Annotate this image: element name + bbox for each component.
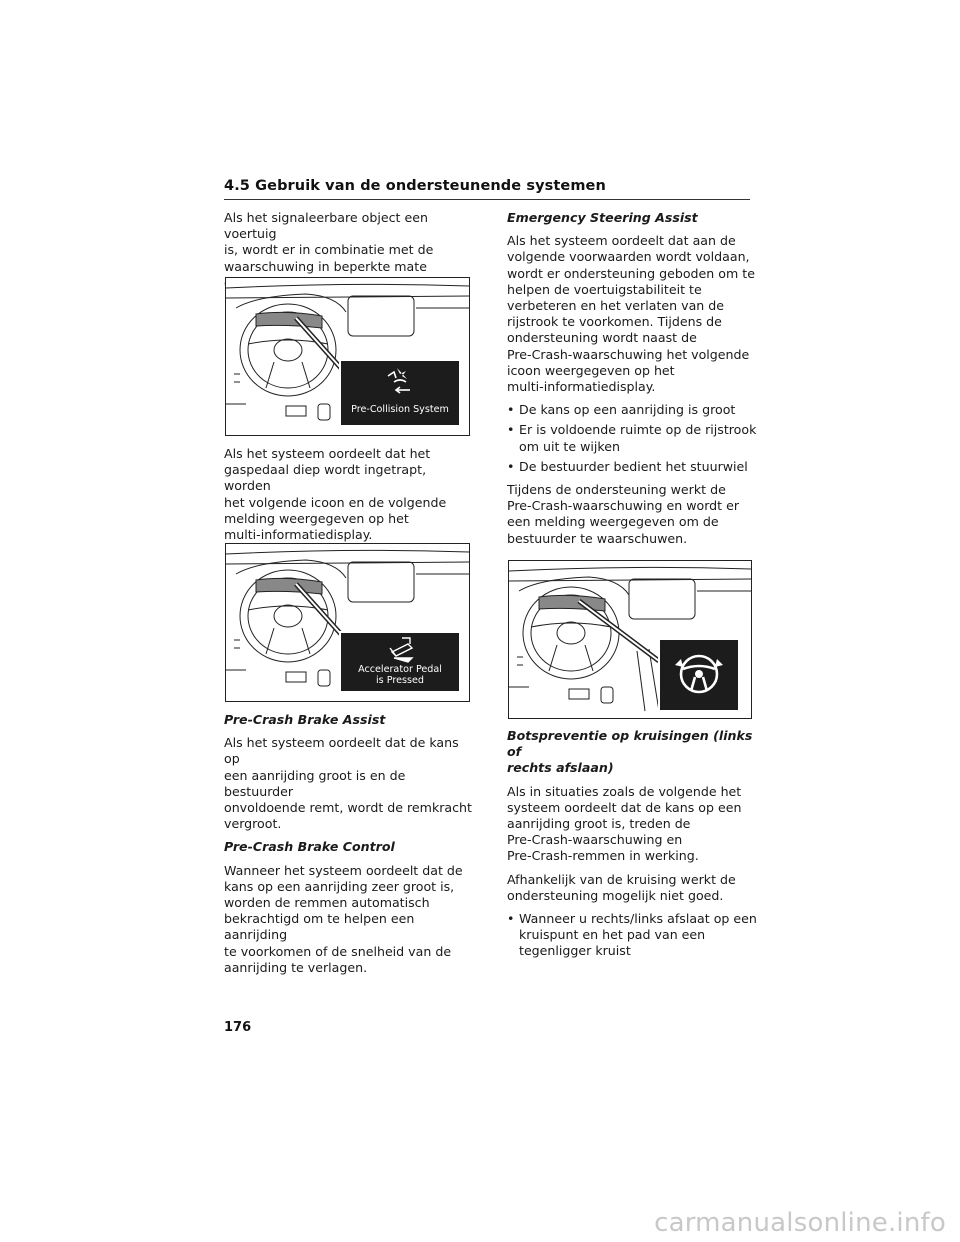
fig2-display-line2: is Pressed [376, 675, 424, 686]
left-paragraph-3: Als het systeem oordeelt dat de kans op een aanrijding groot is en de bestuurder onvoldoende remt, wordt de remkracht vergroot. [224, 735, 472, 832]
right-column-top [507, 210, 757, 554]
fig1-display-label: Pre-Collision System [351, 404, 449, 415]
right-paragraph-2: Tijdens de ondersteuning werkt de Pre-Crash-waarschuwing en wordt er een melding weergegeven om de bestuurder te waarschuwen. [507, 482, 740, 546]
figure-emergency-steering-icon [508, 560, 752, 719]
heading-botspreventie-kruisingen: Botspreventie op kruisingen (links of rechts afslaan) [507, 728, 753, 776]
section-rule [224, 199, 750, 200]
page-number: 176 [224, 1020, 252, 1035]
heading-pre-crash-brake-control: Pre-Crash Brake Control [224, 839, 395, 855]
left-paragraph-2: Als het systeem oordeelt dat het gaspedaal diep wordt ingetrapt, worden het volgende icoon en de volgende melding weergegeven op het multi-informatiedisplay. [224, 446, 447, 543]
figure-accelerator-pedal [225, 543, 470, 702]
right-paragraph-3: Als in situaties zoals de volgende het systeem oordeelt dat de kans op een aanrijding groot is, treden de Pre-Crash-waarschuwing en Pre-Crash-remmen in werking. [507, 783, 742, 864]
section-title: 4.5 Gebruik van de ondersteunende systemen [224, 178, 606, 194]
left-column-bottom [224, 712, 474, 983]
right-column-bottom [507, 728, 757, 967]
list-item: • De kans op een aanrijding is groot [507, 402, 757, 418]
figure-pre-collision-system [225, 277, 470, 436]
left-paragraph-1: Als het signaleerbare object een voertuig is, wordt er in combinatie met de waarschuwing in beperkte mate [224, 210, 434, 274]
right-paragraph-1: Als het systeem oordeelt dat aan de volgende voorwaarden wordt voldaan, wordt er ondersteuning geboden om te helpen de voertuigstabiliteit te verbeteren en het verlaten van de rijstrook te voorkomen. Tijdens de ondersteuning wordt naast de Pre-Crash-waarschuwing het volgende icoon weergegeven op het multi-informatiedisplay. [507, 233, 755, 395]
watermark: carmanualsonline.info [654, 1208, 946, 1238]
right-paragraph-4: Afhankelijk van de kruising werkt de ondersteuning mogelijk niet goed. [507, 871, 736, 903]
left-column-mid [224, 446, 474, 550]
list-item: • Wanneer u rechts/links afslaat op een kruispunt en het pad van een tegenligger kruist [507, 911, 757, 960]
heading-pre-crash-brake-assist: Pre-Crash Brake Assist [224, 712, 386, 727]
right-bullet-list-2 [507, 911, 757, 960]
fig2-display-line1: Accelerator Pedal [358, 664, 442, 675]
list-item: • De bestuurder bedient het stuurwiel [507, 459, 757, 475]
right-bullet-list-1 [507, 402, 757, 475]
list-item: • Er is voldoende ruimte op de rijstrook om uit te wijken [507, 422, 757, 454]
heading-emergency-steering-assist: Emergency Steering Assist [507, 210, 698, 225]
left-paragraph-4: Wanneer het systeem oordeelt dat de kans op een aanrijding zeer groot is, worden de remmen automatisch bekrachtigd om te helpen een aanrijding te voorkomen of de snelheid van de aanrijding te verlagen. [224, 862, 463, 975]
